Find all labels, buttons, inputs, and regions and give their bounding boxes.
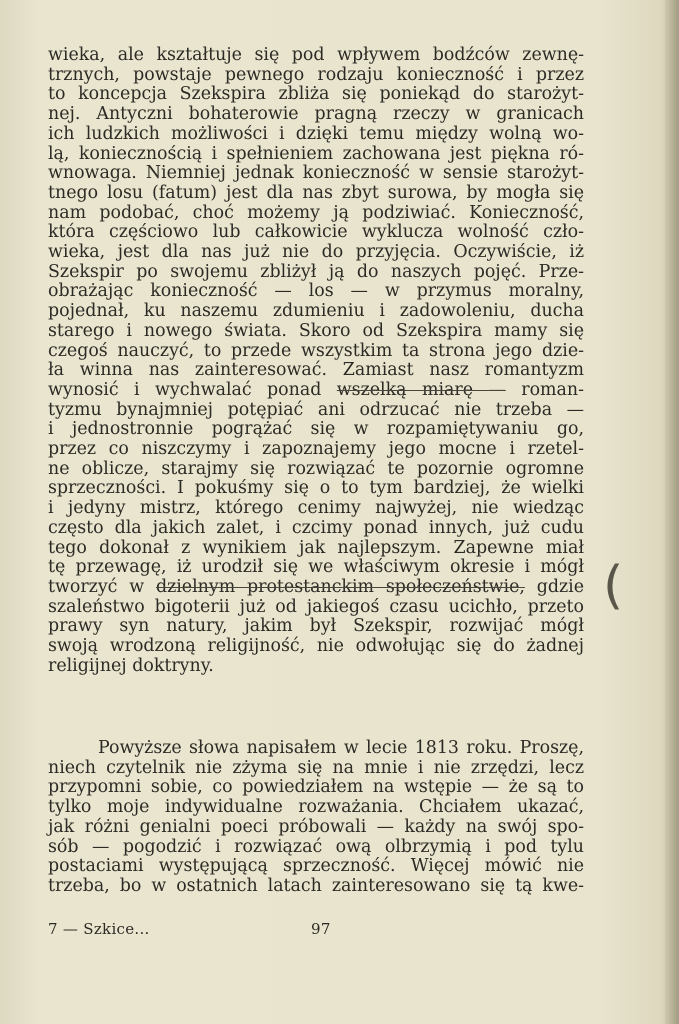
text-line: postaciami występującą sprzeczność. Więcej mówić nie <box>48 856 584 877</box>
text-line: trznych, powstaje pewnego rodzaju konieczność i przez <box>48 64 584 85</box>
text-line: lą, koniecznością i spełnieniem zachowana jest piękna ró- <box>48 143 584 164</box>
text-line: to koncepcja Szekspira zbliża się poniekąd do starożyt- <box>48 84 584 105</box>
page-number: 97 <box>311 920 331 938</box>
struck-phrase: dzielnym protestanckim społeczeństwie, <box>155 576 525 597</box>
text-line: sób — pogodzić i rozwiązać ową olbrzymią i pod tylu <box>48 836 584 857</box>
text-line: która częściowo lub całkowicie wyklucza wolność czło- <box>48 222 584 243</box>
text-line: ła winna nas zainteresować. Zamiast nasz romantyzm <box>48 360 584 381</box>
text-line: ich ludzkich możliwości i dzięki temu między wolną wo- <box>48 123 584 144</box>
text-line: wnowaga. Niemniej jednak konieczność w sensie starożyt- <box>48 163 584 184</box>
text-line: przypomni sobie, co powiedziałem na wstępie — że są to <box>48 777 584 798</box>
text-line: czegoś nauczyć, to przede wszystkim ta strona jego dzie- <box>48 340 584 361</box>
text-line: niech czytelnik nie zżyma się na mnie i nie zrzędzi, lecz <box>48 757 584 778</box>
text-line: tyzmu bynajmniej potępiać ani odrzucać nie trzeba — <box>48 399 584 420</box>
page-edge <box>665 0 679 1024</box>
text-line: przez co niszczymy i zapoznajemy jego mocne i rzetel- <box>48 439 584 460</box>
text-line: Szekspir po swojemu zbliżył ją do naszych pojęć. Prze- <box>48 261 584 282</box>
text-line: i jedyny mistrz, którego cenimy najwyżej, nie wiedząc <box>48 498 584 519</box>
text-line-struck: wynosić i wychwalać ponad wszelką miarę — roman- <box>48 379 584 400</box>
text-line: tylko moje indywidualne rozważania. Chciałem ukazać, <box>48 797 584 818</box>
text-line-struck: tworzyć w dzielnym protestanckim społeczeństwie, gdzie <box>48 576 585 597</box>
text-line: religijnej doktryny. <box>48 655 214 676</box>
text-line: szaleństwo bigoterii już od jakiegoś czasu ucichło, przeto <box>48 596 584 617</box>
text-line: często dla jakich zalet, i czcimy ponad innych, już cudu <box>48 517 584 538</box>
text-line: tnego losu (fatum) jest dla nas zbyt surowa, by mogła się <box>48 182 584 203</box>
text-line: prawy syn natury, jakim był Szekspir, rozwijać mógł <box>48 616 584 637</box>
text-line: swoją wrodzoną religijność, nie odwołując się do żadnej <box>48 636 584 657</box>
text-line: tego dokonał z wynikiem jak najlepszym. Zapewne miał <box>48 537 584 558</box>
text-line: tę przewagę, iż urodził się we właściwym okresie i mógł <box>48 557 584 578</box>
text-line: nej. Antyczni bohaterowie pragną rzeczy w granicach <box>48 104 584 125</box>
text-line: wieka, jest dla nas już nie do przyjęcia. Oczywiście, iż <box>48 242 584 263</box>
signature-mark: 7 — Szkice... <box>48 920 150 938</box>
text-line: Powyższe słowa napisałem w lecie 1813 roku. Proszę, <box>98 738 584 758</box>
paragraph-1 <box>48 46 584 677</box>
text-line: wieka, ale kształtuje się pod wpływem bodźców zewnę- <box>48 45 584 65</box>
text-line: sprzeczności. I pokuśmy się o to tym bardziej, że wielki <box>48 478 584 499</box>
text-line: trzeba, bo w ostatnich latach zainteresowano się tą kwe- <box>48 875 584 896</box>
text-line: i jednostronnie pogrążać się w rozpamiętywaniu go, <box>48 419 584 440</box>
text-line: nam podobać, choć możemy ją podziwiać. Konieczność, <box>48 202 584 223</box>
struck-phrase: wszelką miarę — <box>336 379 506 400</box>
text-line: pojednał, ku naszemu zdumieniu i zadowoleniu, ducha <box>48 301 584 322</box>
text-line: ne oblicze, starajmy się rozwiązać te pozornie ogromne <box>48 458 584 479</box>
text-line: obrażając konieczność — los — w przymus moralny, <box>48 281 584 302</box>
text-line: jak różni genialni poeci próbowali — każdy na swój spo- <box>48 816 584 837</box>
margin-bracket-mark: ( <box>603 556 624 616</box>
paragraph-2 <box>48 739 584 897</box>
text-line: starego i nowego świata. Skoro od Szekspira mamy się <box>48 320 584 341</box>
